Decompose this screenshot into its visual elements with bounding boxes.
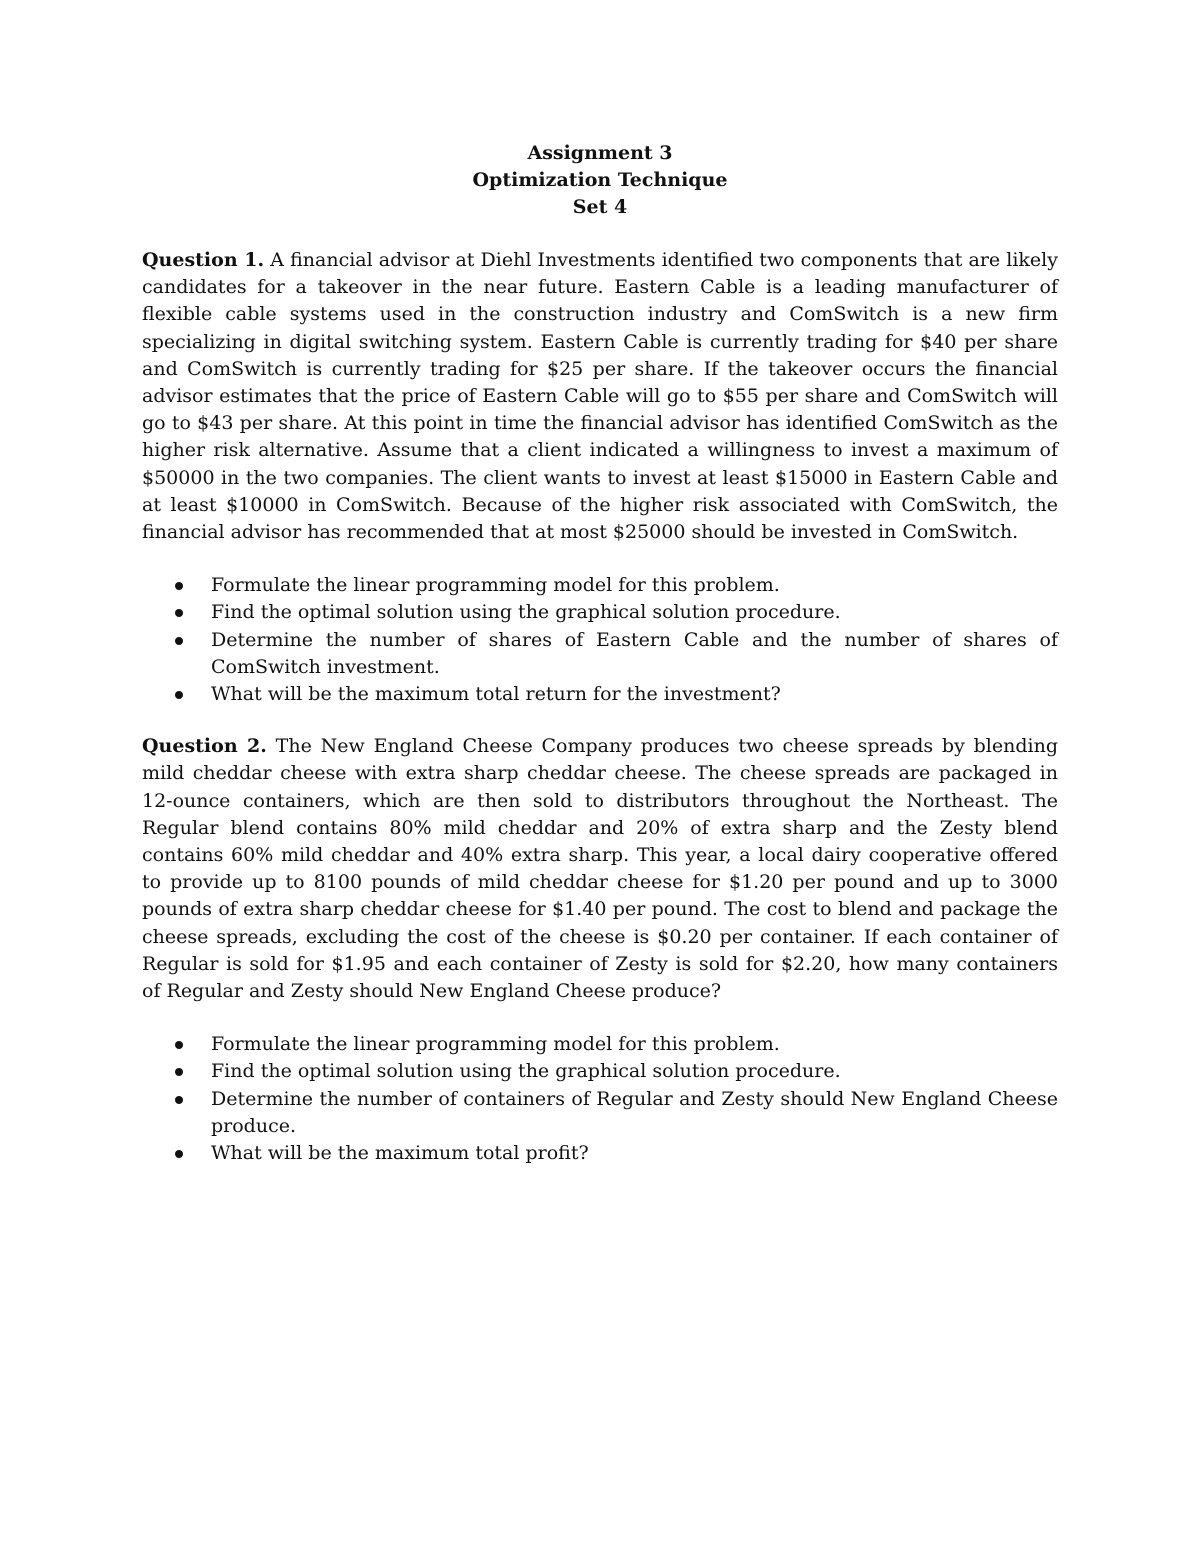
question-2-text: The New England Cheese Company produces two cheese spreads by blending mild cheddar cheese with extra sharp cheddar cheese. The cheese spreads are packaged in 12-ounce containers, which are then sold to distributors throughout the Northeast. The Regular blend contains 80% mild cheddar and 20% of extra sharp and the Zesty blend contains 60% mild cheddar and 40% extra sharp. This year, a local dairy cooperative offered to provide up to 8100 pounds of mild cheddar cheese for $1.20 per pound and up to 3000 pounds of extra sharp cheddar cheese for $1.40 per pound. The cost to blend and package the cheese spreads, excluding the cost of the cheese is $0.20 per container. If each container of Regular is sold for $1.95 and each container of Zesty is sold for $2.20, how many containers of Regular and Zesty should New England Cheese produce? [142, 735, 1058, 1003]
question-2-task-text: Find the optimal solution using the graphical solution procedure. [211, 1060, 841, 1083]
question-1-task-text: Find the optimal solution using the graphical solution procedure. [211, 601, 841, 624]
set-title: Set 4 [572, 196, 628, 218]
bullet-icon [175, 582, 183, 590]
bullet-icon [175, 637, 183, 645]
question-1-task-text: Determine the number of shares of Eastern Cable and the number of shares of ComSwitch investment. [211, 628, 1058, 678]
question-2-tasks [142, 1031, 1058, 1167]
question-2 [142, 733, 1058, 1005]
question-1-task [142, 627, 1058, 681]
question-2-task-text: What will be the maximum total profit? [211, 1142, 589, 1165]
question-1-label: Question 1. [142, 249, 265, 271]
course-title: Optimization Technique [472, 169, 728, 191]
question-1-task [142, 572, 1058, 599]
title-block [142, 140, 1058, 221]
question-1 [142, 247, 1058, 546]
bullet-icon [175, 1068, 183, 1076]
bullet-icon [175, 691, 183, 699]
question-1-text: A financial advisor at Diehl Investments identified two components that are likely candidates for a takeover in the near future. Eastern Cable is a leading manufacturer of flexible cable systems used in the construction industry and ComSwitch is a new firm specializing in digital switching system. Eastern Cable is currently trading for $40 per share and ComSwitch is currently trading for $25 per share. If the takeover occurs the financial advisor estimates that the price of Eastern Cable will go to $55 per share and ComSwitch will go to $43 per share. At this point in time the financial advisor has identified ComSwitch as the higher risk alternative. Assume that a client indicated a willingness to invest a maximum of $50000 in the two companies. The client wants to invest at least $15000 in Eastern Cable and at least $10000 in ComSwitch. Because of the higher risk associated with ComSwitch, the financial advisor has recommended that at most $25000 should be invested in ComSwitch. [142, 249, 1058, 544]
question-2-task-text: Determine the number of containers of Regular and Zesty should New England Cheese produce. [211, 1087, 1058, 1137]
question-1-task-text: What will be the maximum total return for the investment? [211, 683, 781, 706]
question-1-task-text: Formulate the linear programming model for this problem. [211, 574, 780, 597]
question-1-task [142, 681, 1058, 708]
assignment-title: Assignment 3 [527, 142, 673, 164]
question-1-tasks [142, 572, 1058, 708]
bullet-icon [175, 609, 183, 617]
bullet-icon [175, 1096, 183, 1104]
question-2-task [142, 1031, 1058, 1058]
bullet-icon [175, 1041, 183, 1049]
document-page [142, 140, 1058, 1192]
question-1-task [142, 599, 1058, 626]
question-2-label: Question 2. [142, 735, 267, 758]
question-2-task [142, 1140, 1058, 1167]
question-2-task [142, 1086, 1058, 1140]
question-2-task [142, 1058, 1058, 1085]
question-2-task-text: Formulate the linear programming model for this problem. [211, 1033, 780, 1056]
bullet-icon [175, 1150, 183, 1158]
